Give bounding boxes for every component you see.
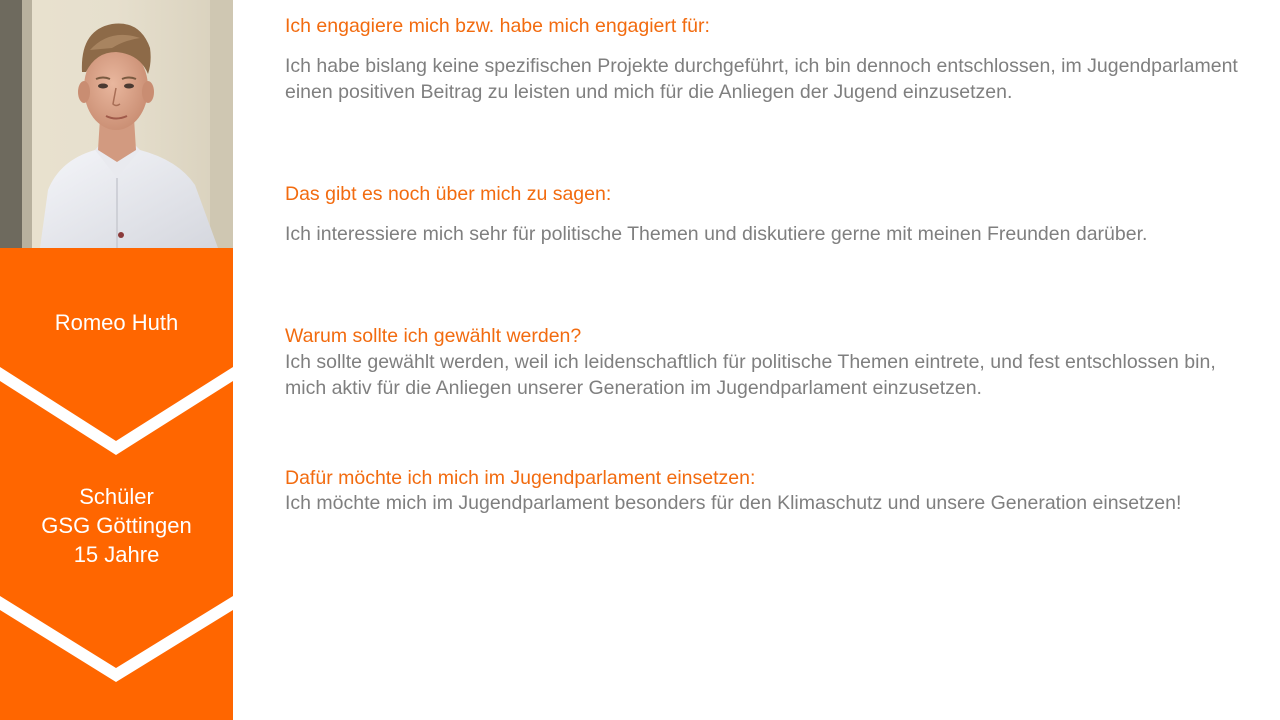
- profile-panel: [0, 0, 233, 720]
- section-heading-engagement: Ich engagiere mich bzw. habe mich engagiert für:: [285, 15, 710, 37]
- section-body-why-vote: Ich sollte gewählt werden, weil ich leidenschaftlich für politische Themen eintrete, und fest entschlossen bin, mich aktiv für die Anliegen unserer Generation im Jugendparlament einzusetzen.: [285, 351, 1216, 399]
- section-heading-about: Das gibt es noch über mich zu sagen:: [285, 183, 612, 205]
- section-body-goals: Ich möchte mich im Jugendparlament besonders für den Klimaschutz und unsere Generation einsetzen!: [285, 492, 1182, 514]
- chevron-arrows: [0, 0, 233, 720]
- section-heading-why-vote: Warum sollte ich gewählt werden?: [285, 325, 582, 347]
- candidate-occupation: Schüler: [79, 484, 154, 509]
- section-body-engagement: Ich habe bislang keine spezifischen Projekte durchgeführt, ich bin dennoch entschlossen, im Jugendparlament einen positiven Beitrag zu leisten und mich für die Anliegen der Jugend einzusetzen.: [285, 55, 1238, 103]
- section-body-about: Ich interessiere mich sehr für politische Themen und diskutiere gerne mit meinen Freunden darüber.: [285, 223, 1148, 245]
- candidate-age: 15 Jahre: [73, 542, 160, 567]
- candidate-name: Romeo Huth: [54, 310, 179, 335]
- section-heading-goals: Dafür möchte ich mich im Jugendparlament einsetzen:: [285, 467, 756, 489]
- candidate-info: [0, 482, 233, 569]
- candidate-school: GSG Göttingen: [41, 513, 192, 538]
